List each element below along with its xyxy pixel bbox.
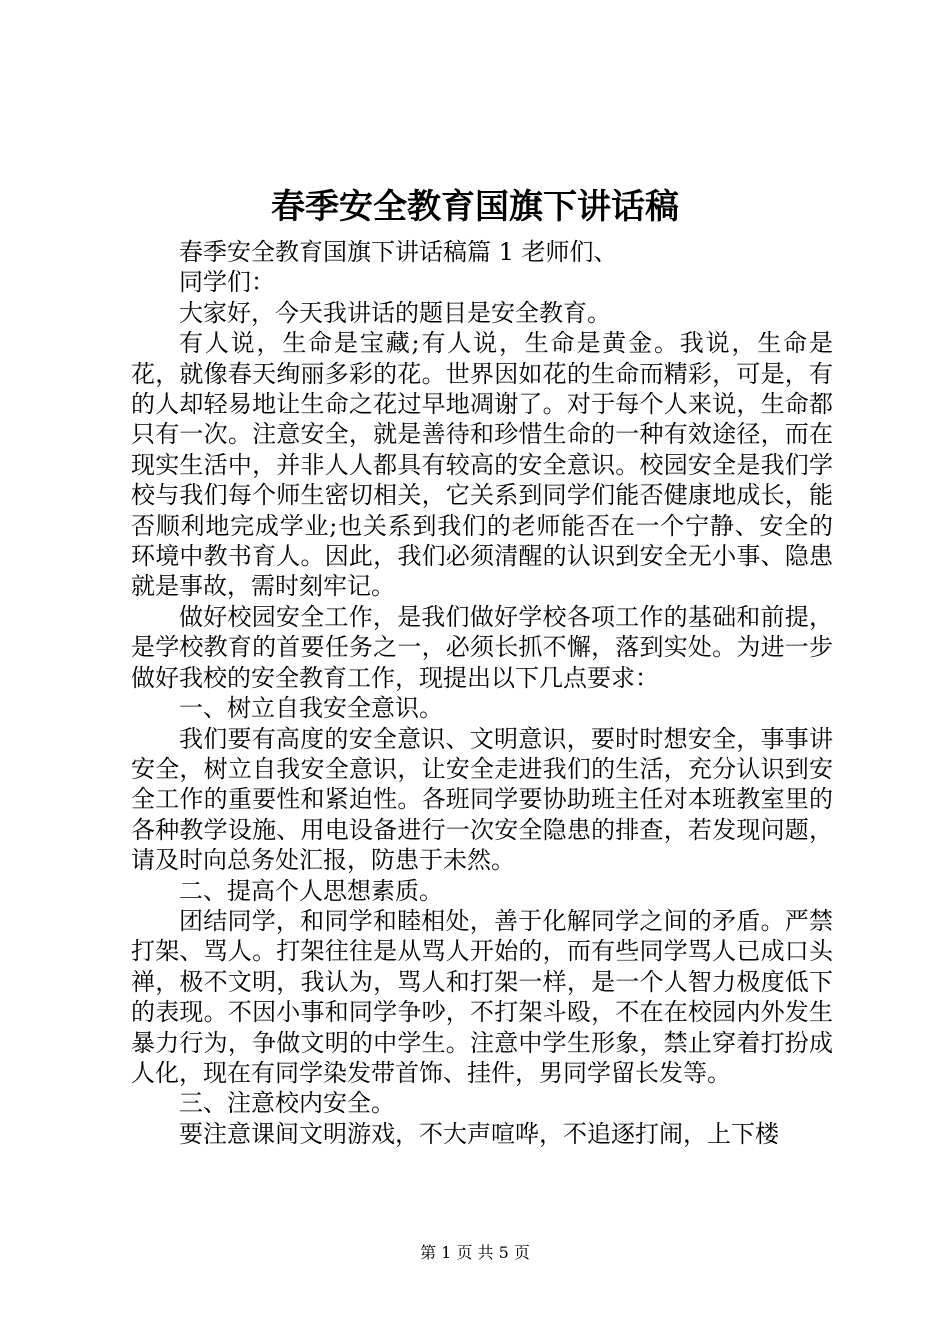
page-total: 共 5 页 (477, 1243, 530, 1262)
document-body (131, 237, 833, 1149)
paragraph-break-games: 要注意课间文明游戏，不大声喧哗，不追逐打闹，上下楼 (179, 1119, 779, 1148)
paragraph-life: 有人说，生命是宝藏;有人说，生命是黄金。我说，生命是花，就像春天绚丽多彩的花。世界因如花的生命而精彩，可是，有的人却轻易地让生命之花过早地凋谢了。对于每个人来说，生命都只有一次。注意安全，就是善待和珍惜生命的一种有效途径，而在现实生活中，并非人人都具有较高的安全意识。校园安全是我们学校与我们每个师生密切相关，它关系到同学们能否健康地成长，能否顺利地完成学业;也关系到我们的老师能否在一个宁静、安全的环境中教书育人。因此，我们必须清醒的认识到安全无小事、隐患就是事故，需时刻牢记。 (131, 329, 833, 601)
paragraph-salutation: 同学们： (179, 268, 275, 297)
paragraph-greeting: 大家好，今天我讲话的题目是安全教育。 (179, 298, 611, 327)
paragraph-campus-safety: 做好校园安全工作，是我们做好学校各项工作的基础和前提，是学校教育的首要任务之一，必须长抓不懈，落到实处。为进一步做好我校的安全教育工作，现提出以下几点要求： (131, 602, 833, 692)
paragraph-intro: 春季安全教育国旗下讲话稿篇 1 老师们、 (179, 238, 618, 266)
page-footer (0, 1241, 950, 1265)
paragraph-awareness: 我们要有高度的安全意识、文明意识，要时时想安全，事事讲安全，树立自我安全意识，让安全走进我们的生活，充分认识到安全工作的重要性和紧迫性。各班同学要协助班主任对本班教室里的各种教学设施、用电设备进行一次安全隐患的排查，若发现问题，请及时向总务处汇报，防患于未然。 (131, 724, 833, 875)
paragraph-unity: 团结同学，和同学和睦相处，善于化解同学之间的矛盾。严禁打架、骂人。打架往往是从骂人开始的，而有些同学骂人已成口头禅，极不文明，我认为，骂人和打架一样，是一个人智力极度低下的表现。不因小事和同学争吵，不打架斗殴，不在在校园内外发生暴力行为，争做文明的中学生。注意中学生形象，禁止穿着打扮成人化，现在有同学染发带首饰、挂件，男同学留长发等。 (131, 906, 833, 1087)
section-heading-1: 一、树立自我安全意识。 (179, 694, 443, 723)
page-number: 第 1 页 (420, 1243, 473, 1262)
section-heading-3: 三、注意校内安全。 (179, 1089, 395, 1118)
document-title: 春季安全教育国旗下讲话稿 (271, 187, 679, 227)
section-heading-2: 二、提高个人思想素质。 (179, 876, 443, 905)
